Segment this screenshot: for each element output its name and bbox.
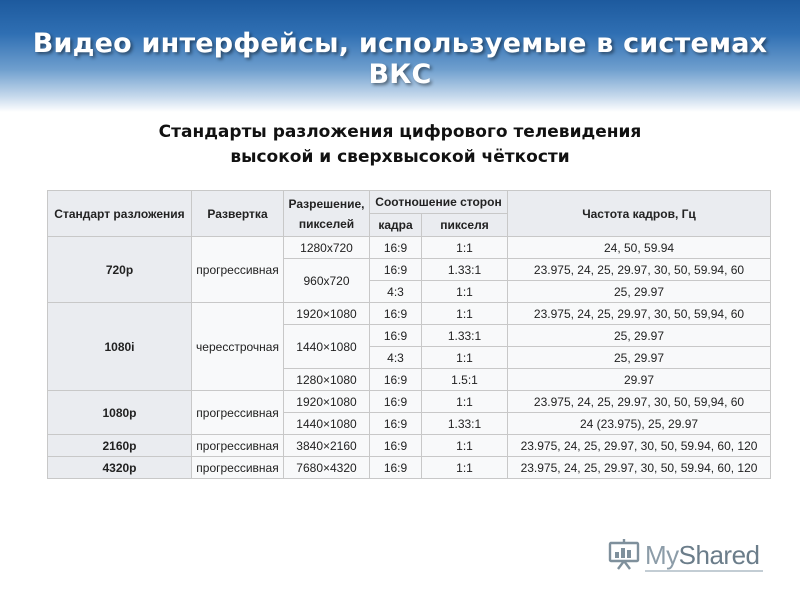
logo-text-shared: Shared xyxy=(678,540,760,570)
cell-scan: прогрессивная xyxy=(192,457,284,479)
header-aspect: Соотношение сторон xyxy=(370,191,508,214)
cell-framerate: 29.97 xyxy=(508,369,771,391)
header-standard: Стандарт разложения xyxy=(48,191,192,237)
cell-aspect-pixel: 1:1 xyxy=(422,435,508,457)
cell-resolution: 1280×1080 xyxy=(284,369,370,391)
slide-subtitle xyxy=(0,120,800,170)
cell-resolution: 1440×1080 xyxy=(284,325,370,369)
table-row xyxy=(48,303,771,325)
slide-title: Видео интерфейсы, используемые в системах ВКС xyxy=(32,28,768,90)
table-row xyxy=(48,435,771,457)
subtitle-line-2: высокой и сверхвысокой чёткости xyxy=(230,147,570,167)
cell-scan: прогрессивная xyxy=(192,237,284,303)
cell-aspect-pixel: 1:1 xyxy=(422,237,508,259)
cell-aspect-pixel: 1:1 xyxy=(422,391,508,413)
cell-scan: прогрессивная xyxy=(192,391,284,435)
cell-framerate: 23.975, 24, 25, 29.97, 30, 50, 59.94, 60, 120 xyxy=(508,435,771,457)
cell-framerate: 23.975, 24, 25, 29.97, 30, 50, 59.94, 60, 120 xyxy=(508,457,771,479)
cell-aspect-frame: 16:9 xyxy=(370,413,422,435)
header-resolution: Разрешение, пикселей xyxy=(284,191,370,237)
cell-aspect-pixel: 1.33:1 xyxy=(422,413,508,435)
cell-resolution: 1440×1080 xyxy=(284,413,370,435)
header-scan: Развертка xyxy=(192,191,284,237)
cell-resolution: 960x720 xyxy=(284,259,370,303)
cell-aspect-pixel: 1:1 xyxy=(422,281,508,303)
cell-standard: 1080p xyxy=(48,391,192,435)
myshared-logo xyxy=(607,537,767,573)
cell-resolution: 3840×2160 xyxy=(284,435,370,457)
cell-standard: 2160p xyxy=(48,435,192,457)
table-row xyxy=(48,391,771,413)
cell-aspect-frame: 16:9 xyxy=(370,435,422,457)
cell-resolution: 1920×1080 xyxy=(284,391,370,413)
cell-aspect-frame: 16:9 xyxy=(370,369,422,391)
cell-aspect-pixel: 1.33:1 xyxy=(422,259,508,281)
cell-framerate: 25, 29.97 xyxy=(508,347,771,369)
cell-aspect-pixel: 1.33:1 xyxy=(422,325,508,347)
cell-standard: 720p xyxy=(48,237,192,303)
cell-scan: прогрессивная xyxy=(192,435,284,457)
logo-text-my: My xyxy=(645,540,679,570)
cell-standard: 4320p xyxy=(48,457,192,479)
header-framerate: Частота кадров, Гц xyxy=(508,191,771,237)
cell-aspect-frame: 16:9 xyxy=(370,259,422,281)
cell-framerate: 24 (23.975), 25, 29.97 xyxy=(508,413,771,435)
cell-framerate: 25, 29.97 xyxy=(508,281,771,303)
table-body xyxy=(48,237,771,479)
cell-aspect-pixel: 1:1 xyxy=(422,457,508,479)
cell-aspect-frame: 4:3 xyxy=(370,281,422,303)
cell-aspect-frame: 16:9 xyxy=(370,325,422,347)
logo-underline xyxy=(645,570,763,572)
cell-resolution: 1280x720 xyxy=(284,237,370,259)
logo-text xyxy=(645,540,760,571)
header-aspect-pixel: пикселя xyxy=(422,214,508,237)
cell-framerate: 23.975, 24, 25, 29.97, 30, 50, 59.94, 60 xyxy=(508,259,771,281)
standards-table xyxy=(47,190,771,479)
cell-aspect-frame: 16:9 xyxy=(370,303,422,325)
cell-aspect-pixel: 1:1 xyxy=(422,303,508,325)
presentation-board-icon xyxy=(607,537,641,571)
cell-framerate: 23.975, 24, 25, 29.97, 30, 50, 59,94, 60 xyxy=(508,391,771,413)
cell-resolution: 1920×1080 xyxy=(284,303,370,325)
table-row xyxy=(48,457,771,479)
cell-aspect-frame: 4:3 xyxy=(370,347,422,369)
header-row xyxy=(48,191,771,214)
cell-aspect-pixel: 1:1 xyxy=(422,347,508,369)
cell-aspect-frame: 16:9 xyxy=(370,391,422,413)
subtitle-line-1: Стандарты разложения цифрового телевидения xyxy=(158,122,642,142)
table-row xyxy=(48,237,771,259)
cell-framerate: 23.975, 24, 25, 29.97, 30, 50, 59,94, 60 xyxy=(508,303,771,325)
table-header xyxy=(48,191,771,237)
cell-aspect-frame: 16:9 xyxy=(370,457,422,479)
cell-standard: 1080i xyxy=(48,303,192,391)
cell-framerate: 24, 50, 59.94 xyxy=(508,237,771,259)
cell-aspect-pixel: 1.5:1 xyxy=(422,369,508,391)
cell-resolution: 7680×4320 xyxy=(284,457,370,479)
header-aspect-frame: кадра xyxy=(370,214,422,237)
cell-scan: чересстрочная xyxy=(192,303,284,391)
cell-aspect-frame: 16:9 xyxy=(370,237,422,259)
cell-framerate: 25, 29.97 xyxy=(508,325,771,347)
